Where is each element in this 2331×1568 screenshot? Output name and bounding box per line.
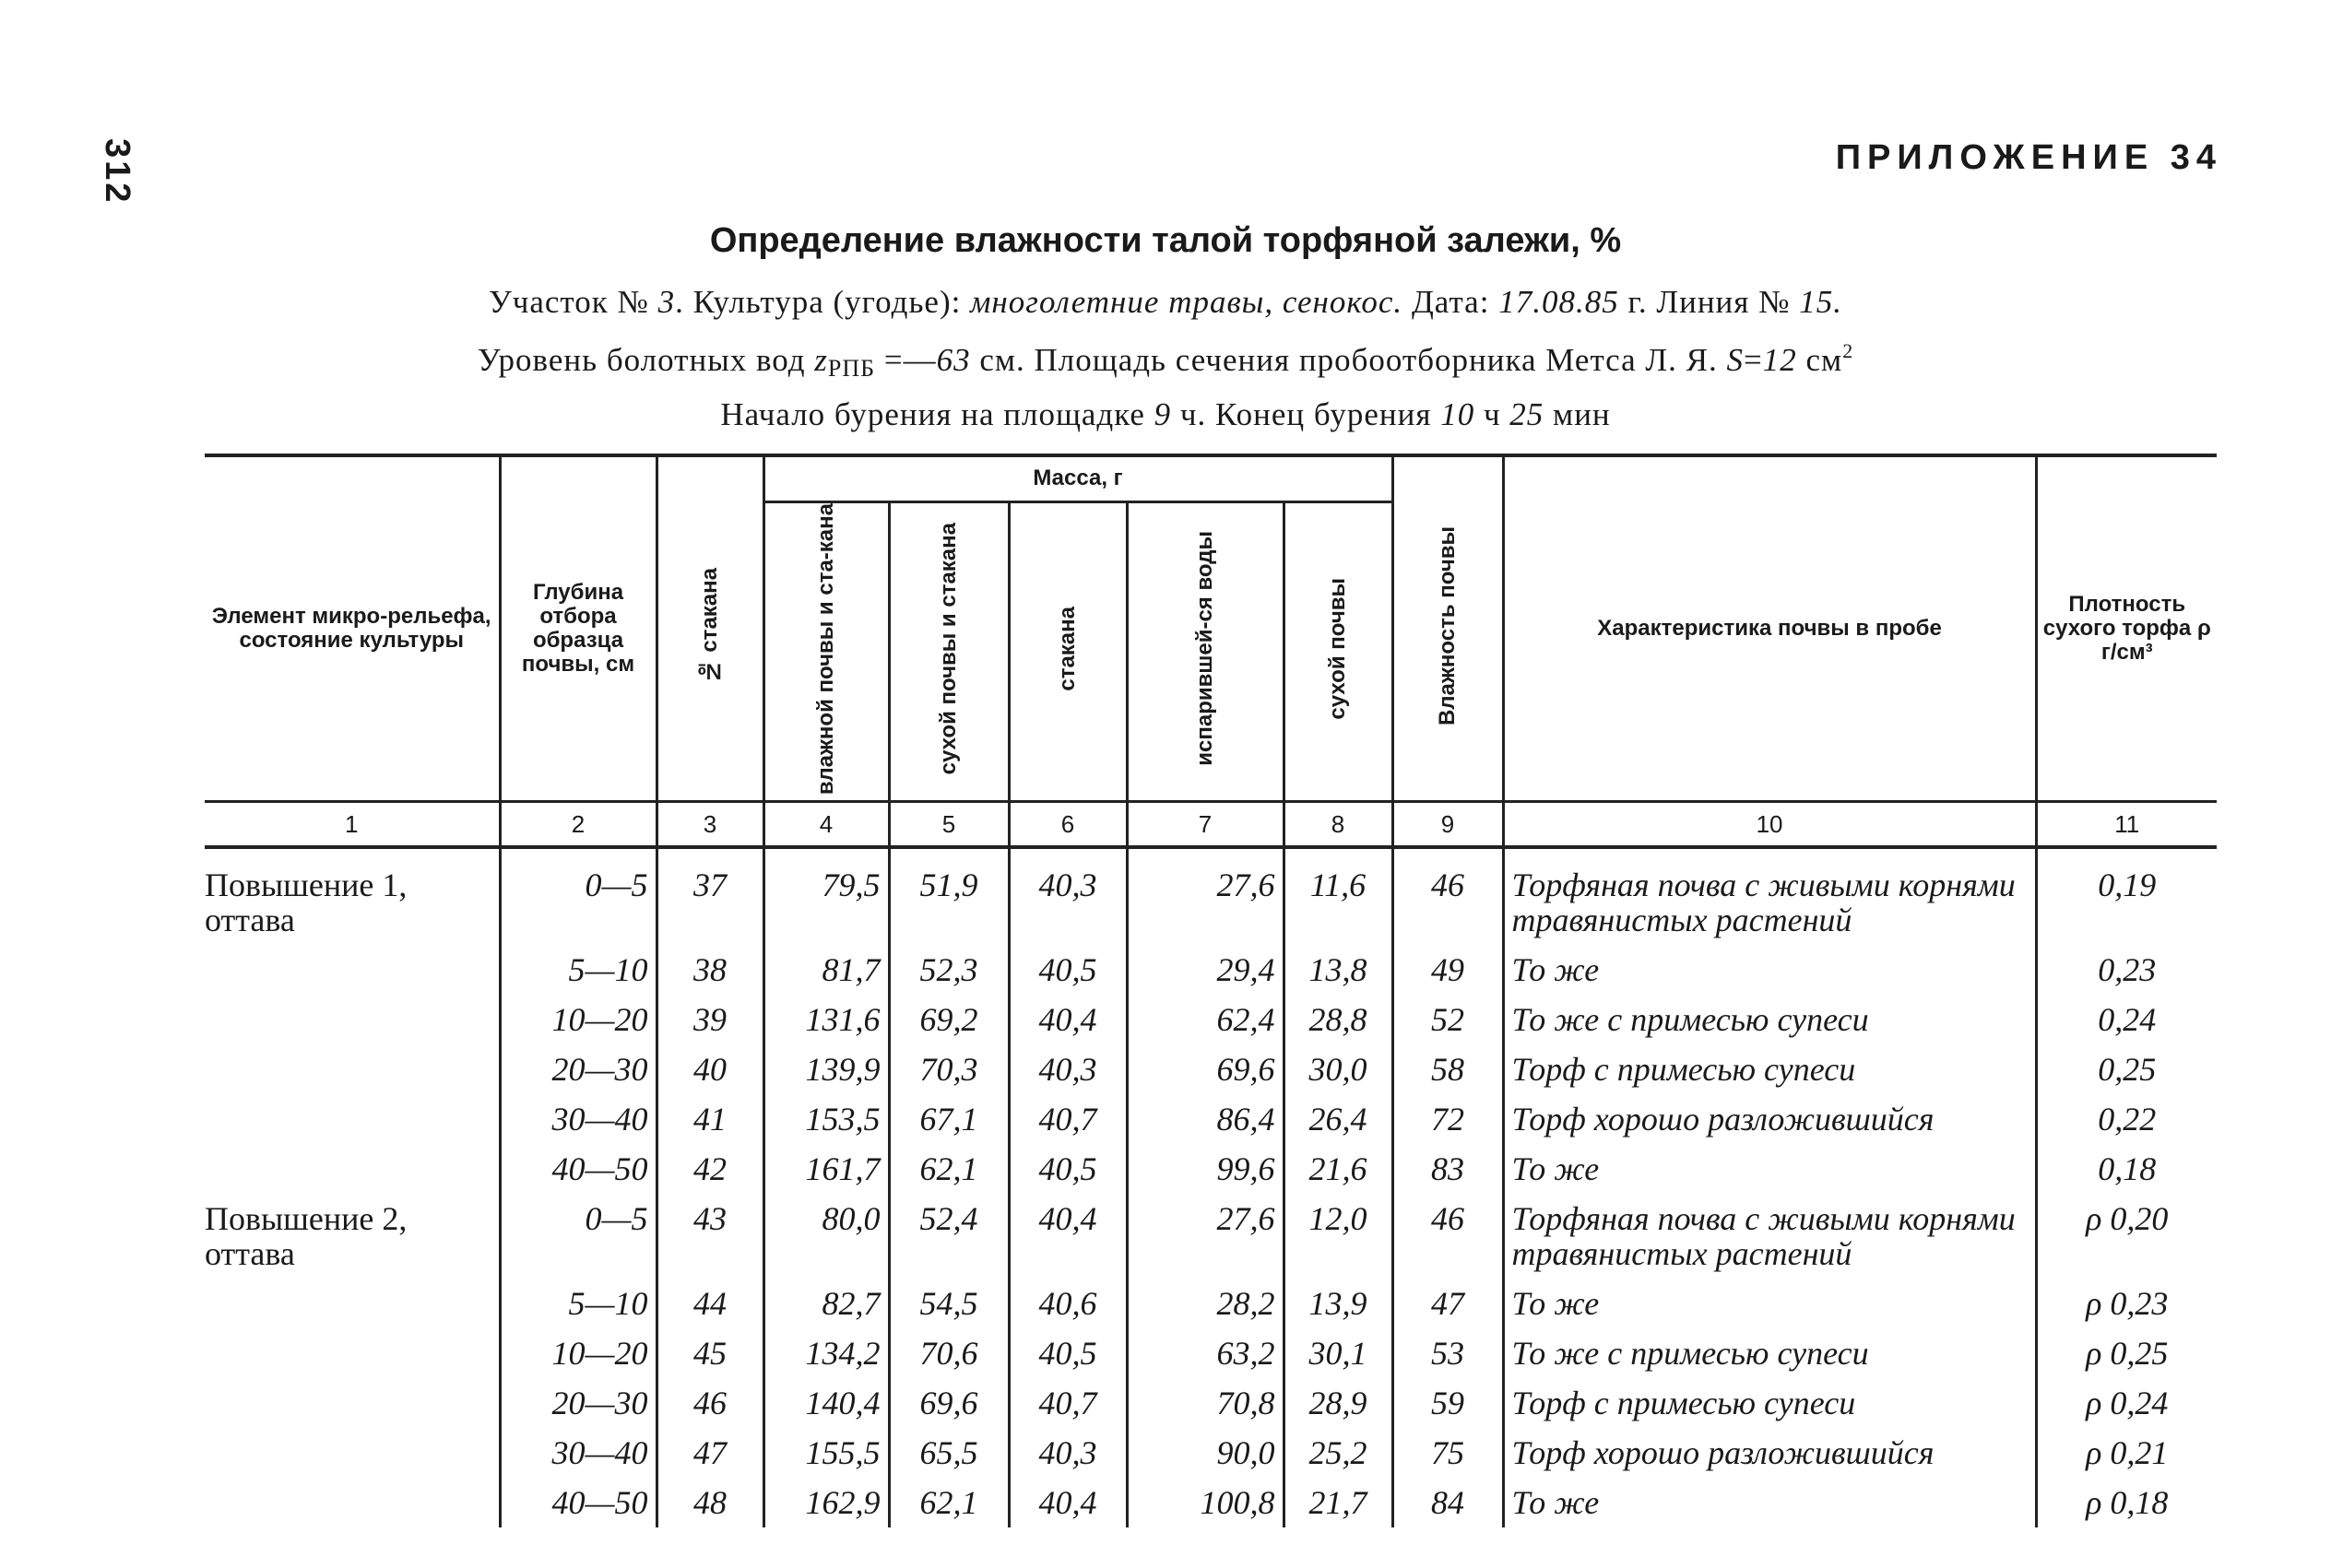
description-cell: Торф хорошо разложившийся — [1503, 1428, 2036, 1478]
density-cell: 0,24 — [2036, 995, 2217, 1044]
moisture-table — [205, 454, 2217, 1527]
column-number: 2 — [500, 801, 657, 847]
table-row — [205, 1144, 2217, 1194]
mass-water-cell: 99,6 — [1127, 1144, 1284, 1194]
mass-soil-cell: 11,6 — [1284, 860, 1392, 945]
header-depth: Глубина отбора образца почвы, см — [500, 455, 657, 801]
mass-water-cell: 27,6 — [1127, 1194, 1284, 1279]
density-cell: 0,18 — [2036, 1144, 2217, 1194]
mass-wet-cell: 81,7 — [763, 945, 889, 995]
mass-soil-cell: 28,9 — [1284, 1378, 1392, 1428]
description-cell: То же — [1503, 1279, 2036, 1328]
mass-water-cell: 69,6 — [1127, 1044, 1284, 1094]
description-cell: То же — [1503, 945, 2036, 995]
cup-number-cell: 47 — [657, 1428, 763, 1478]
mass-wet-cell: 161,7 — [763, 1144, 889, 1194]
meta-text: Участок № — [488, 284, 658, 320]
mass-cup-cell: 40,5 — [1009, 1144, 1127, 1194]
mass-cup-cell: 40,7 — [1009, 1378, 1127, 1428]
depth-cell: 40—50 — [500, 1144, 657, 1194]
mass-soil-cell: 13,9 — [1284, 1279, 1392, 1328]
mass-cup-cell: 40,7 — [1009, 1094, 1127, 1144]
header-element: Элемент микро-рельефа, состояние культуры — [205, 455, 500, 801]
column-number: 10 — [1503, 801, 2036, 847]
moisture-cell: 53 — [1392, 1328, 1503, 1378]
description-cell: Торф хорошо разложившийся — [1503, 1094, 2036, 1144]
column-number: 3 — [657, 801, 763, 847]
depth-cell: 10—20 — [500, 995, 657, 1044]
mass-cup-cell: 40,4 — [1009, 1478, 1127, 1527]
moisture-cell: 49 — [1392, 945, 1503, 995]
description-cell: То же с примесью супеси — [1503, 1328, 2036, 1378]
meta-drilling-line — [0, 396, 2331, 433]
depth-cell: 10—20 — [500, 1328, 657, 1378]
mass-wet-cell: 153,5 — [763, 1094, 889, 1144]
table-row — [205, 1044, 2217, 1094]
element-cell — [205, 1144, 500, 1194]
mass-wet-cell: 139,9 — [763, 1044, 889, 1094]
mass-water-cell: 29,4 — [1127, 945, 1284, 995]
moisture-cell: 58 — [1392, 1044, 1503, 1094]
meta-text: мин — [1544, 396, 1611, 432]
header-row-top — [205, 455, 2217, 501]
cup-number-cell: 45 — [657, 1328, 763, 1378]
mass-water-cell: 100,8 — [1127, 1478, 1284, 1527]
cup-number-cell: 44 — [657, 1279, 763, 1328]
header-mass-soil: сухой почвы — [1284, 501, 1392, 801]
moisture-cell: 84 — [1392, 1478, 1503, 1527]
table-row — [205, 1194, 2217, 1279]
mass-cup-cell: 40,4 — [1009, 1194, 1127, 1279]
plot-number: 3 — [657, 284, 676, 320]
mass-wet-cell: 79,5 — [763, 860, 889, 945]
z-subscript: РПБ — [827, 355, 876, 382]
table-row — [205, 1279, 2217, 1328]
table-row — [205, 1094, 2217, 1144]
meta-text: = — [1744, 342, 1763, 378]
mass-dry-cell: 62,1 — [889, 1144, 1009, 1194]
mass-soil-cell: 30,0 — [1284, 1044, 1392, 1094]
mass-dry-cell: 65,5 — [889, 1428, 1009, 1478]
column-number: 9 — [1392, 801, 1503, 847]
element-cell — [205, 995, 500, 1044]
mass-dry-cell: 51,9 — [889, 860, 1009, 945]
description-cell: То же с примесью супеси — [1503, 995, 2036, 1044]
column-number: 4 — [763, 801, 889, 847]
mass-water-cell: 27,6 — [1127, 860, 1284, 945]
mass-dry-cell: 69,6 — [889, 1378, 1009, 1428]
cup-number-cell: 48 — [657, 1478, 763, 1527]
mass-soil-cell: 25,2 — [1284, 1428, 1392, 1478]
mass-wet-cell: 162,9 — [763, 1478, 889, 1527]
mass-dry-cell: 70,3 — [889, 1044, 1009, 1094]
column-number: 7 — [1127, 801, 1284, 847]
moisture-cell: 59 — [1392, 1378, 1503, 1428]
end-hour: 10 — [1440, 396, 1475, 432]
description-cell: Торфяная почва с живыми корнями травянистых растений — [1503, 860, 2036, 945]
mass-wet-cell: 134,2 — [763, 1328, 889, 1378]
page-title: Определение влажности талой торфяной залежи, % — [709, 221, 1622, 260]
depth-cell: 30—40 — [500, 1428, 657, 1478]
mass-cup-cell: 40,4 — [1009, 995, 1127, 1044]
density-cell: ρ 0,18 — [2036, 1478, 2217, 1527]
density-cell: 0,23 — [2036, 945, 2217, 995]
element-cell: Повышение 1, оттава — [205, 860, 500, 945]
mass-soil-cell: 28,8 — [1284, 995, 1392, 1044]
header-moisture: Влажность почвы — [1392, 455, 1503, 801]
element-cell — [205, 1279, 500, 1328]
meta-text: =— — [875, 342, 937, 378]
mass-soil-cell: 30,1 — [1284, 1328, 1392, 1378]
header-mass-water: испарившей-ся воды — [1127, 501, 1284, 801]
mass-dry-cell: 70,6 — [889, 1328, 1009, 1378]
meta-text: Начало бурения на площадке — [720, 396, 1154, 432]
column-number-row — [205, 801, 2217, 847]
header-mass-group: Масса, г — [763, 455, 1392, 501]
column-number: 8 — [1284, 801, 1392, 847]
crop-value: многолетние травы, сенокос. — [970, 284, 1403, 320]
s-symbol: S — [1726, 342, 1744, 378]
area-value: 12 — [1762, 342, 1797, 378]
mass-dry-cell: 69,2 — [889, 995, 1009, 1044]
header-density: Плотность сухого торфа ρ г/см³ — [2036, 455, 2217, 801]
column-number: 6 — [1009, 801, 1127, 847]
mass-wet-cell: 140,4 — [763, 1378, 889, 1428]
meta-text: ч — [1474, 396, 1510, 432]
unit-superscript: 2 — [1842, 339, 1854, 362]
table-row — [205, 1478, 2217, 1527]
table-row — [205, 995, 2217, 1044]
meta-text: см. Площадь сечения пробоотборника Метса Л. Я. — [970, 342, 1727, 378]
meta-text: см — [1796, 342, 1843, 378]
mass-cup-cell: 40,3 — [1009, 1428, 1127, 1478]
mass-cup-cell: 40,6 — [1009, 1279, 1127, 1328]
mass-water-cell: 28,2 — [1127, 1279, 1284, 1328]
mass-water-cell: 63,2 — [1127, 1328, 1284, 1378]
depth-cell: 30—40 — [500, 1094, 657, 1144]
element-cell — [205, 1328, 500, 1378]
density-cell: 0,19 — [2036, 860, 2217, 945]
header-mass-cup: стакана — [1009, 501, 1127, 801]
depth-cell: 20—30 — [500, 1378, 657, 1428]
element-cell — [205, 1478, 500, 1527]
z-symbol: z — [814, 342, 828, 378]
table-row — [205, 1328, 2217, 1378]
mass-soil-cell: 13,8 — [1284, 945, 1392, 995]
description-cell: Торфяная почва с живыми корнями травянистых растений — [1503, 1194, 2036, 1279]
cup-number-cell: 42 — [657, 1144, 763, 1194]
depth-cell: 40—50 — [500, 1478, 657, 1527]
page-number: 312 — [98, 138, 136, 206]
element-cell — [205, 1428, 500, 1478]
cup-number-cell: 37 — [657, 860, 763, 945]
element-cell — [205, 1094, 500, 1144]
moisture-cell: 75 — [1392, 1428, 1503, 1478]
depth-cell: 5—10 — [500, 945, 657, 995]
cup-number-cell: 39 — [657, 995, 763, 1044]
depth-cell: 20—30 — [500, 1044, 657, 1094]
mass-wet-cell: 155,5 — [763, 1428, 889, 1478]
description-cell: То же — [1503, 1478, 2036, 1527]
start-hour: 9 — [1154, 396, 1172, 432]
density-cell: 0,22 — [2036, 1094, 2217, 1144]
water-level-value: 63 — [936, 342, 971, 378]
mass-water-cell: 86,4 — [1127, 1094, 1284, 1144]
appendix-heading: ПРИЛОЖЕНИЕ 34 — [1835, 138, 2222, 177]
meta-text: ч. Конец бурения — [1171, 396, 1441, 432]
depth-cell: 0—5 — [500, 860, 657, 945]
cup-number-cell: 43 — [657, 1194, 763, 1279]
table-row — [205, 860, 2217, 945]
element-cell: Повышение 2, оттава — [205, 1194, 500, 1279]
header-mass-wet: влажной почвы и ста-кана — [763, 501, 889, 801]
row-spacer — [205, 847, 2217, 860]
moisture-cell: 83 — [1392, 1144, 1503, 1194]
density-cell: ρ 0,24 — [2036, 1378, 2217, 1428]
mass-dry-cell: 52,3 — [889, 945, 1009, 995]
description-cell: Торф с примесью супеси — [1503, 1378, 2036, 1428]
mass-dry-cell: 62,1 — [889, 1478, 1009, 1527]
mass-wet-cell: 80,0 — [763, 1194, 889, 1279]
element-cell — [205, 945, 500, 995]
meta-text: Дата: — [1402, 284, 1499, 320]
mass-dry-cell: 52,4 — [889, 1194, 1009, 1279]
table-row — [205, 1378, 2217, 1428]
depth-cell: 5—10 — [500, 1279, 657, 1328]
column-number: 1 — [205, 801, 500, 847]
table-row — [205, 945, 2217, 995]
cup-number-cell: 46 — [657, 1378, 763, 1428]
column-number: 11 — [2036, 801, 2217, 847]
mass-water-cell: 90,0 — [1127, 1428, 1284, 1478]
cup-number-cell: 40 — [657, 1044, 763, 1094]
density-cell: 0,25 — [2036, 1044, 2217, 1094]
line-number: 15. — [1799, 284, 1843, 320]
density-cell: ρ 0,23 — [2036, 1279, 2217, 1328]
mass-wet-cell: 131,6 — [763, 995, 889, 1044]
density-cell: ρ 0,20 — [2036, 1194, 2217, 1279]
mass-cup-cell: 40,3 — [1009, 1044, 1127, 1094]
mass-cup-cell: 40,5 — [1009, 945, 1127, 995]
mass-soil-cell: 12,0 — [1284, 1194, 1392, 1279]
mass-water-cell: 62,4 — [1127, 995, 1284, 1044]
density-cell: ρ 0,25 — [2036, 1328, 2217, 1378]
mass-dry-cell: 54,5 — [889, 1279, 1009, 1328]
description-cell: То же — [1503, 1144, 2036, 1194]
meta-text: Уровень болотных вод — [477, 342, 815, 378]
mass-dry-cell: 67,1 — [889, 1094, 1009, 1144]
mass-wet-cell: 82,7 — [763, 1279, 889, 1328]
cup-number-cell: 41 — [657, 1094, 763, 1144]
column-number: 5 — [889, 801, 1009, 847]
element-cell — [205, 1044, 500, 1094]
description-cell: Торф с примесью супеси — [1503, 1044, 2036, 1094]
moisture-cell: 72 — [1392, 1094, 1503, 1144]
end-minutes: 25 — [1509, 396, 1544, 432]
moisture-cell: 47 — [1392, 1279, 1503, 1328]
mass-soil-cell: 21,6 — [1284, 1144, 1392, 1194]
mass-water-cell: 70,8 — [1127, 1378, 1284, 1428]
mass-cup-cell: 40,5 — [1009, 1328, 1127, 1378]
header-cup: № стакана — [657, 455, 763, 801]
meta-text: . Культура (угодье): — [675, 284, 971, 320]
density-cell: ρ 0,21 — [2036, 1428, 2217, 1478]
meta-water-level-line — [0, 339, 2331, 383]
element-cell — [205, 1378, 500, 1428]
header-description: Характеристика почвы в пробе — [1503, 455, 2036, 801]
moisture-cell: 46 — [1392, 860, 1503, 945]
depth-cell: 0—5 — [500, 1194, 657, 1279]
mass-cup-cell: 40,3 — [1009, 860, 1127, 945]
table-body — [205, 847, 2217, 1527]
table-row — [205, 1428, 2217, 1478]
date-value: 17.08.85 — [1498, 284, 1619, 320]
mass-soil-cell: 21,7 — [1284, 1478, 1392, 1527]
moisture-cell: 46 — [1392, 1194, 1503, 1279]
mass-soil-cell: 26,4 — [1284, 1094, 1392, 1144]
meta-text: г. Линия № — [1618, 284, 1800, 320]
meta-plot-line — [0, 284, 2331, 321]
cup-number-cell: 38 — [657, 945, 763, 995]
header-mass-dry: сухой почвы и стакана — [889, 501, 1009, 801]
moisture-cell: 52 — [1392, 995, 1503, 1044]
